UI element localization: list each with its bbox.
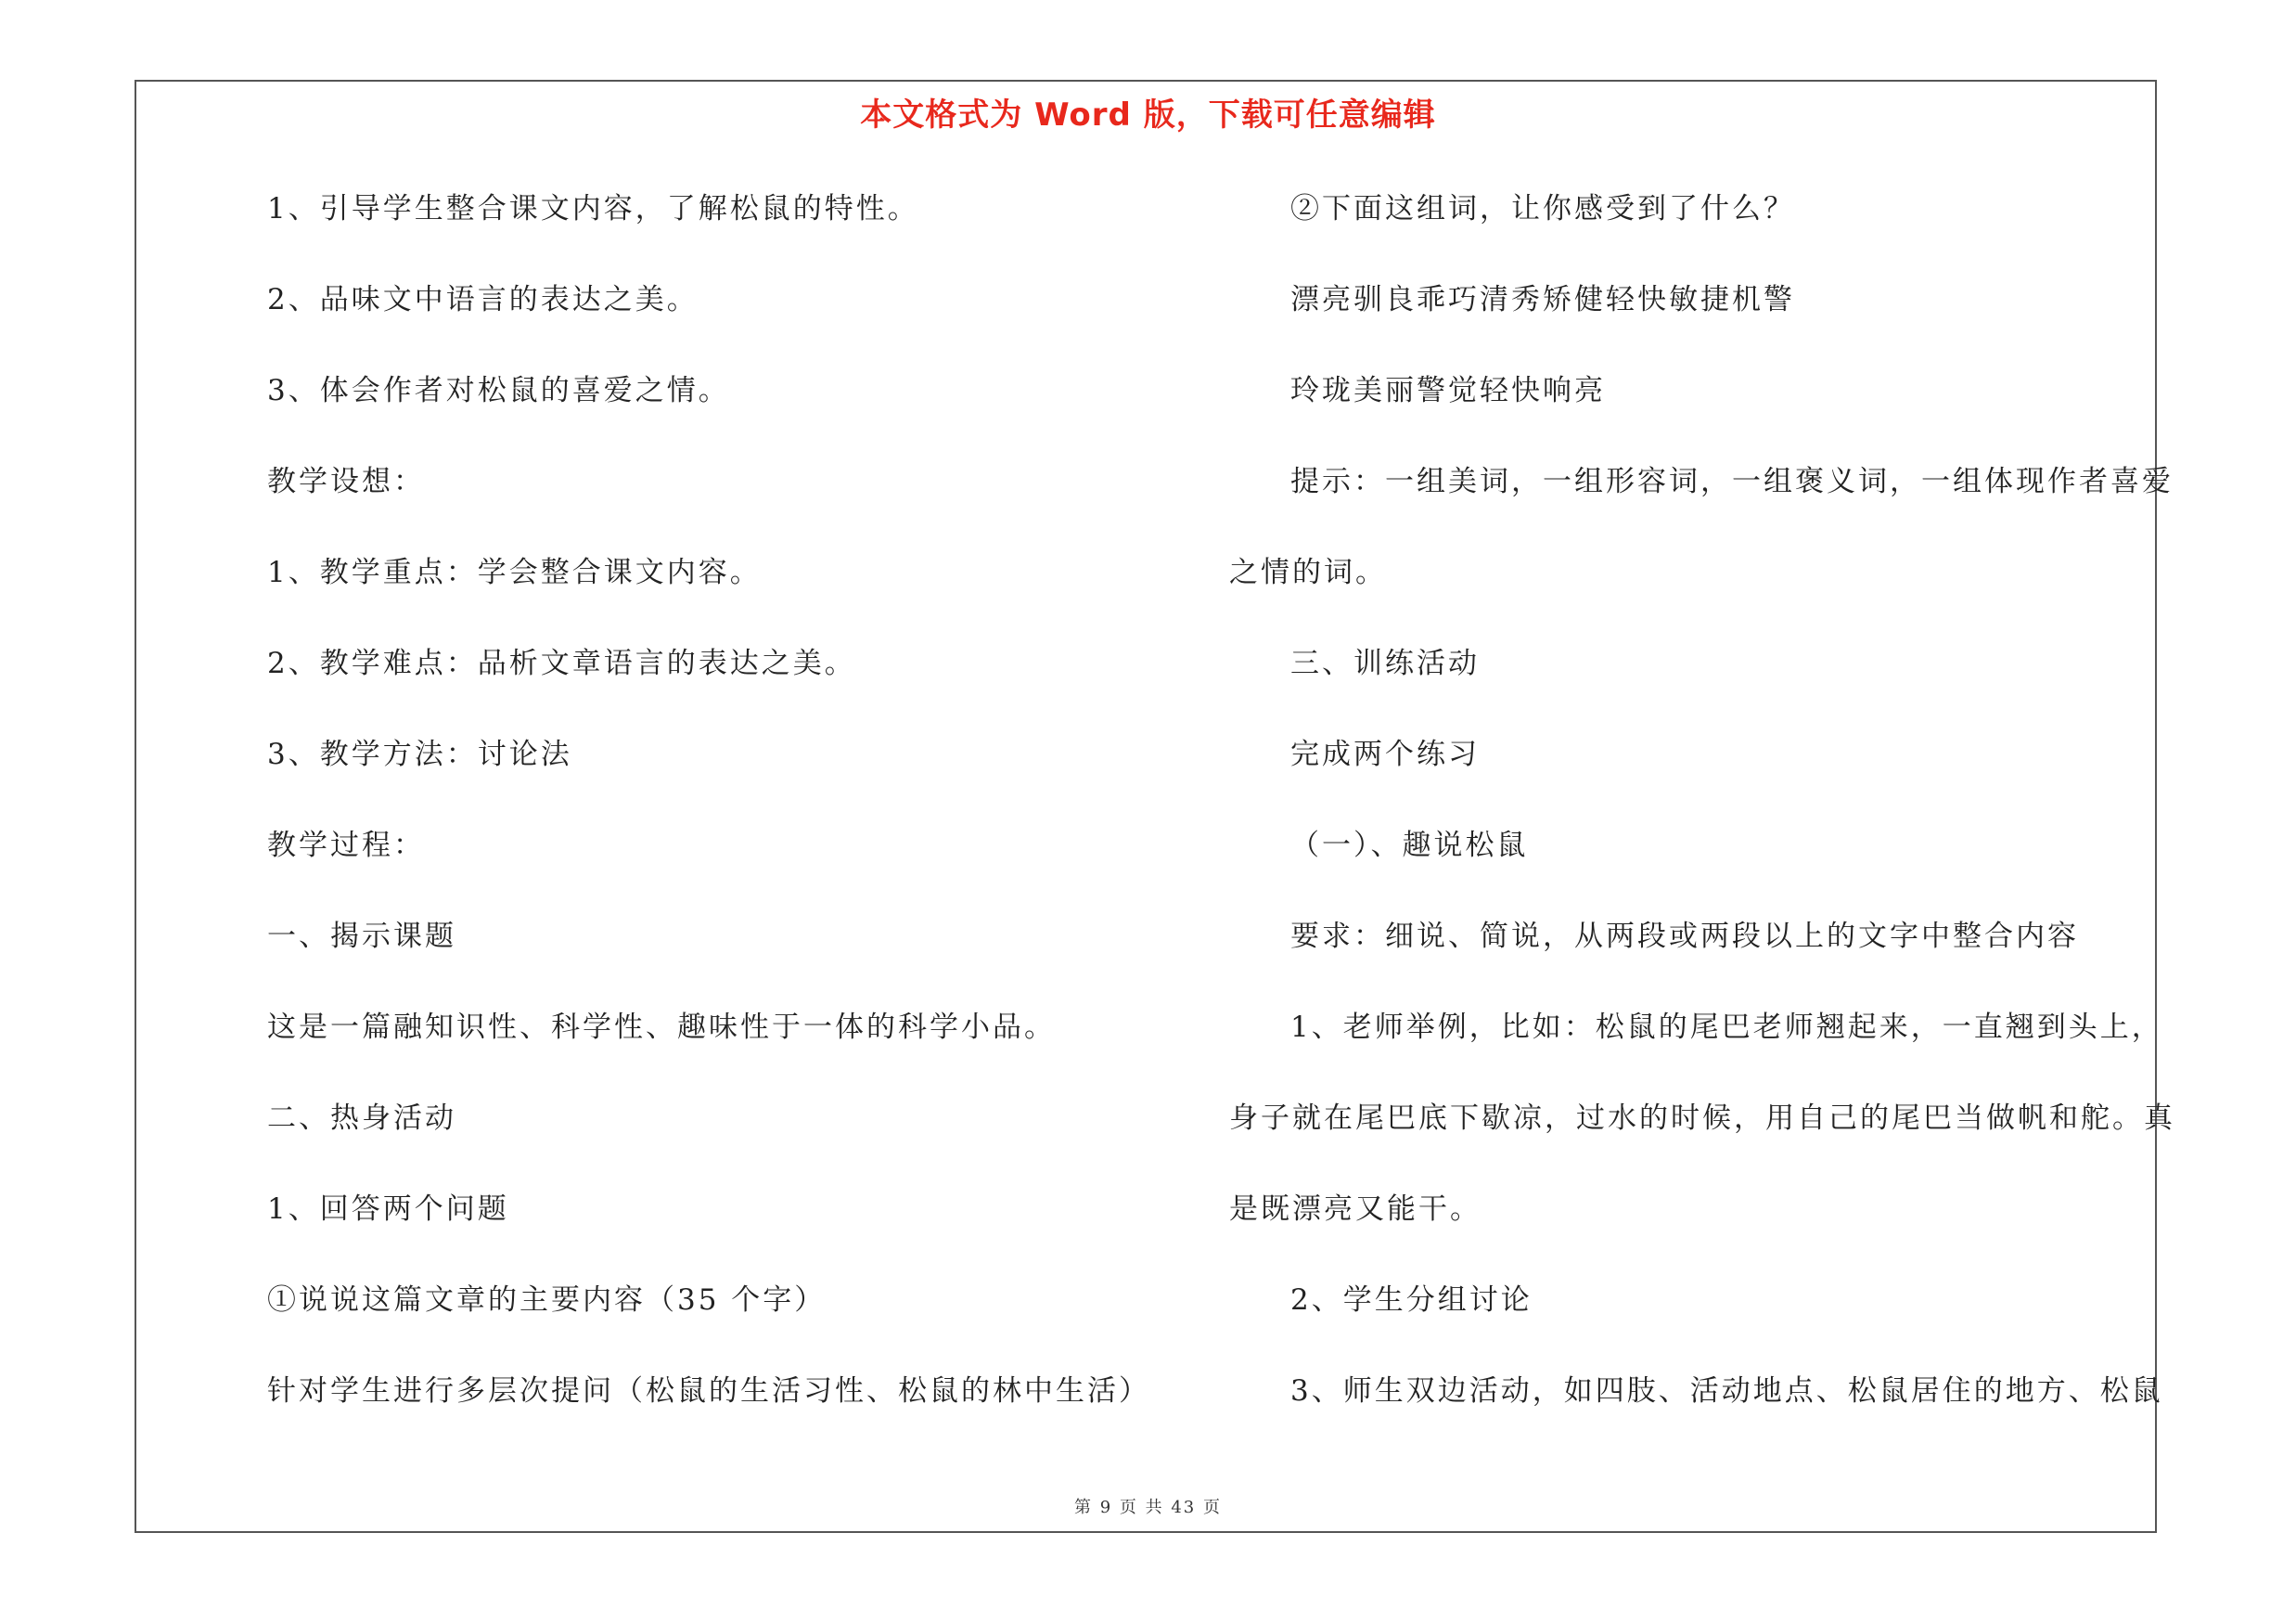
text-line: 完成两个练习 (1290, 738, 1480, 771)
section-heading: 一、揭示课题 (267, 920, 456, 953)
text-line: 2、品味文中语言的表达之美。 (267, 283, 699, 316)
text-line: ①说说这篇文章的主要内容（35 个字） (267, 1283, 827, 1317)
section-heading: 三、训练活动 (1290, 647, 1480, 680)
left-column (267, 186, 1195, 1459)
header-banner: 本文格式为 Word 版，下载可任意编辑 (860, 97, 1436, 134)
text-line: 2、学生分组讨论 (1290, 1283, 1533, 1317)
text-line: 是既漂亮又能干。 (1229, 1192, 1481, 1226)
text-line: 要求：细说、简说，从两段或两段以上的文字中整合内容 (1290, 920, 2079, 953)
text-line: 1、回答两个问题 (267, 1192, 509, 1226)
page-number: 第 9 页 共 43 页 (1074, 1498, 1222, 1517)
text-line: 之情的词。 (1229, 556, 1387, 589)
text-line: 身子就在尾巴底下歇凉，过水的时候，用自己的尾巴当做帆和舵。真 (1229, 1101, 2175, 1135)
text-line: 1、老师举例，比如：松鼠的尾巴老师翘起来，一直翘到头上， (1290, 1011, 2163, 1044)
text-line: 玲珑美丽警觉轻快响亮 (1290, 374, 1606, 407)
section-heading: 教学过程： (267, 829, 425, 862)
text-line: 这是一篇融知识性、科学性、趣味性于一体的科学小品。 (267, 1011, 1056, 1044)
right-column (1229, 186, 2175, 1459)
section-heading: 二、热身活动 (267, 1101, 456, 1135)
text-line: 1、教学重点：学会整合课文内容。 (267, 556, 762, 589)
text-line: 针对学生进行多层次提问（松鼠的生活习性、松鼠的林中生活） (267, 1374, 1150, 1408)
text-line: 1、引导学生整合课文内容，了解松鼠的特性。 (267, 192, 919, 225)
section-heading: 教学设想： (267, 465, 425, 498)
text-line: 3、师生双边活动，如四肢、活动地点、松鼠居住的地方、松鼠 (1290, 1374, 2163, 1408)
text-line: 提示：一组美词，一组形容词，一组褒义词，一组体现作者喜爱 (1290, 465, 2174, 498)
text-line: 3、教学方法：讨论法 (267, 738, 572, 771)
text-line: 2、教学难点：品析文章语言的表达之美。 (267, 647, 856, 680)
text-line: 漂亮驯良乖巧清秀矫健轻快敏捷机警 (1290, 283, 1795, 316)
text-line: ②下面这组词，让你感受到了什么？ (1290, 192, 1795, 225)
text-line: 3、体会作者对松鼠的喜爱之情。 (267, 374, 730, 407)
section-heading: （一）、趣说松鼠 (1290, 829, 1529, 862)
